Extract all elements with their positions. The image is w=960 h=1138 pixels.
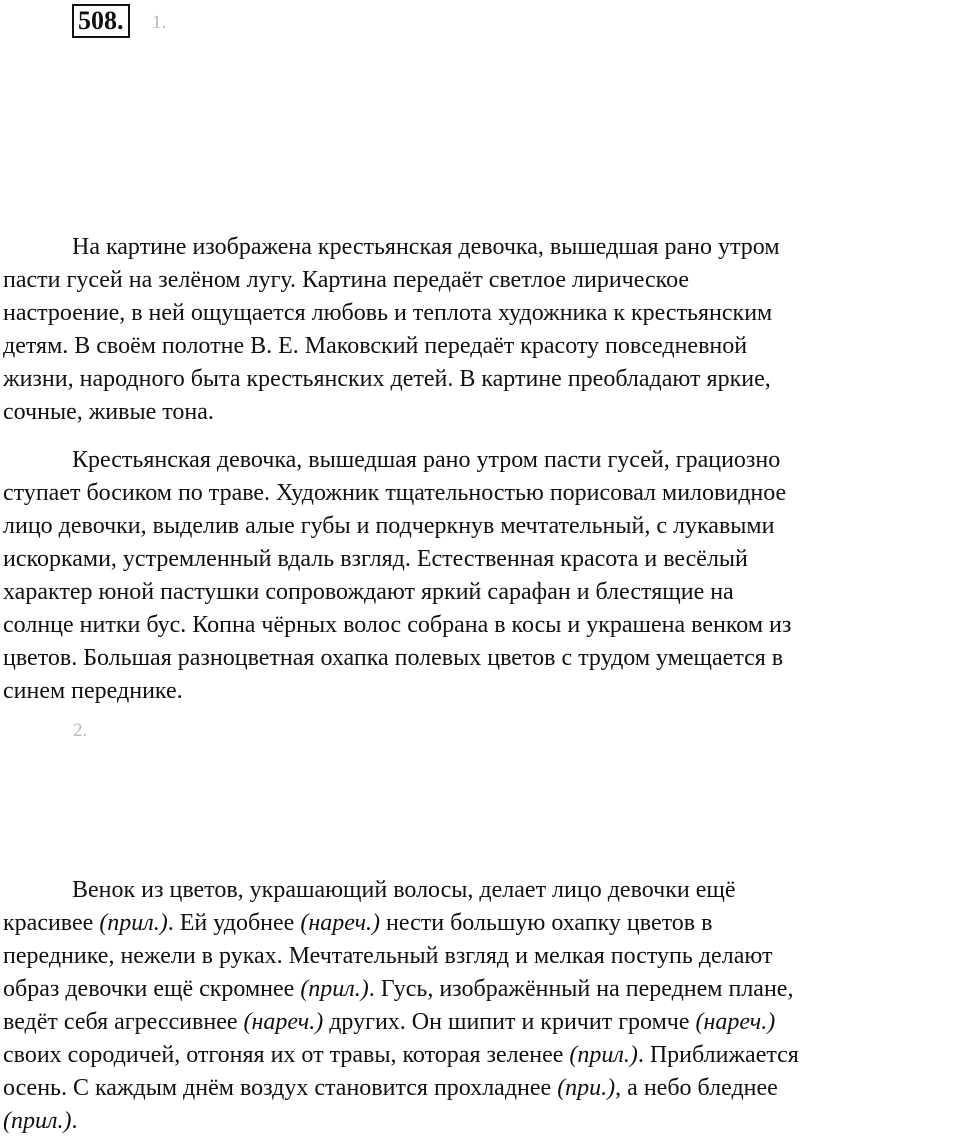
text-run: ведёт себя агрессивнее xyxy=(3,1009,244,1035)
text-line xyxy=(3,907,959,940)
text-run: . xyxy=(71,1108,78,1134)
text-line: жизни, народного быта крестьянских детей. В картине преобладают яркие, xyxy=(3,366,771,392)
text-line: солнце нитки бус. Копна чёрных волос собрана в косы и украшена венком из xyxy=(3,612,792,638)
grammar-note: (нареч.) xyxy=(243,1009,324,1035)
grammar-note: (прил.) xyxy=(569,1042,638,1068)
text-line xyxy=(3,1039,959,1072)
grammar-note: (прил.) xyxy=(99,910,168,936)
text-line: ступает босиком по траве. Художник тщательностью порисовал миловидное xyxy=(3,480,787,506)
grammar-note: (прил.) xyxy=(300,976,369,1002)
text-run: . Гусь, изображённый на переднем плане, xyxy=(368,976,794,1002)
text-run: других. Он шипит и кричит громче xyxy=(323,1009,696,1035)
text-line: Крестьянская девочка, вышедшая рано утром пасти гусей, грациозно xyxy=(72,447,781,473)
text-run: нести большую охапку цветов в xyxy=(380,910,713,936)
text-line: сочные, живые тона. xyxy=(3,399,214,425)
text-run: своих сородичей, отгоняя их от травы, которая зеленее xyxy=(3,1042,570,1068)
exercise-header xyxy=(72,4,130,40)
text-line xyxy=(3,1072,959,1105)
text-line: характер юной пастушки сопровождают яркий сарафан и блестящие на xyxy=(3,579,734,605)
paragraph-1 xyxy=(3,231,959,429)
text-line: цветов. Большая разноцветная охапка полевых цветов с трудом умещается в xyxy=(3,645,784,671)
exercise-number: 508. xyxy=(72,4,130,38)
paragraph-3 xyxy=(3,874,959,1138)
grammar-note: (нареч.) xyxy=(300,910,381,936)
text-line xyxy=(3,1006,959,1039)
text-line: настроение, в ней ощущается любовь и теплота художника к крестьянским xyxy=(3,300,773,326)
text-line: переднике, нежели в руках. Мечтательный взгляд и мелкая поступь делают xyxy=(3,943,773,969)
text-run: , а небо бледнее xyxy=(615,1075,778,1101)
text-run: осень. С каждым днём воздух становится прохладнее xyxy=(3,1075,558,1101)
text-line: синем переднике. xyxy=(3,678,183,704)
text-line xyxy=(3,1105,959,1138)
part-2-label: 2. xyxy=(73,720,88,741)
text-line: пасти гусей на зелёном лугу. Картина передаёт светлое лирическое xyxy=(3,267,690,293)
grammar-note: (нареч.) xyxy=(695,1009,776,1035)
text-run: . Ей удобнее xyxy=(167,910,301,936)
text-line: На картине изображена крестьянская девочка, вышедшая рано утром xyxy=(72,234,780,260)
text-line: искорками, устремленный вдаль взгляд. Естественная красота и весёлый xyxy=(3,546,748,572)
grammar-note: (прил.) xyxy=(3,1108,72,1134)
text-line: детям. В своём полотне В. Е. Маковский передаёт красоту повседневной xyxy=(3,333,748,359)
paragraph-2 xyxy=(3,444,959,708)
text-run: . Приближается xyxy=(637,1042,799,1068)
text-line: лицо девочки, выделив алые губы и подчеркнув мечтательный, с лукавыми xyxy=(3,513,775,539)
part-1-label: 1. xyxy=(152,12,167,33)
text-line xyxy=(3,973,959,1006)
text-line: Венок из цветов, украшающий волосы, делает лицо девочки ещё xyxy=(72,877,736,903)
grammar-note: (при.) xyxy=(557,1075,616,1101)
text-run: образ девочки ещё скромнее xyxy=(3,976,301,1002)
text-run: красивее xyxy=(3,910,100,936)
